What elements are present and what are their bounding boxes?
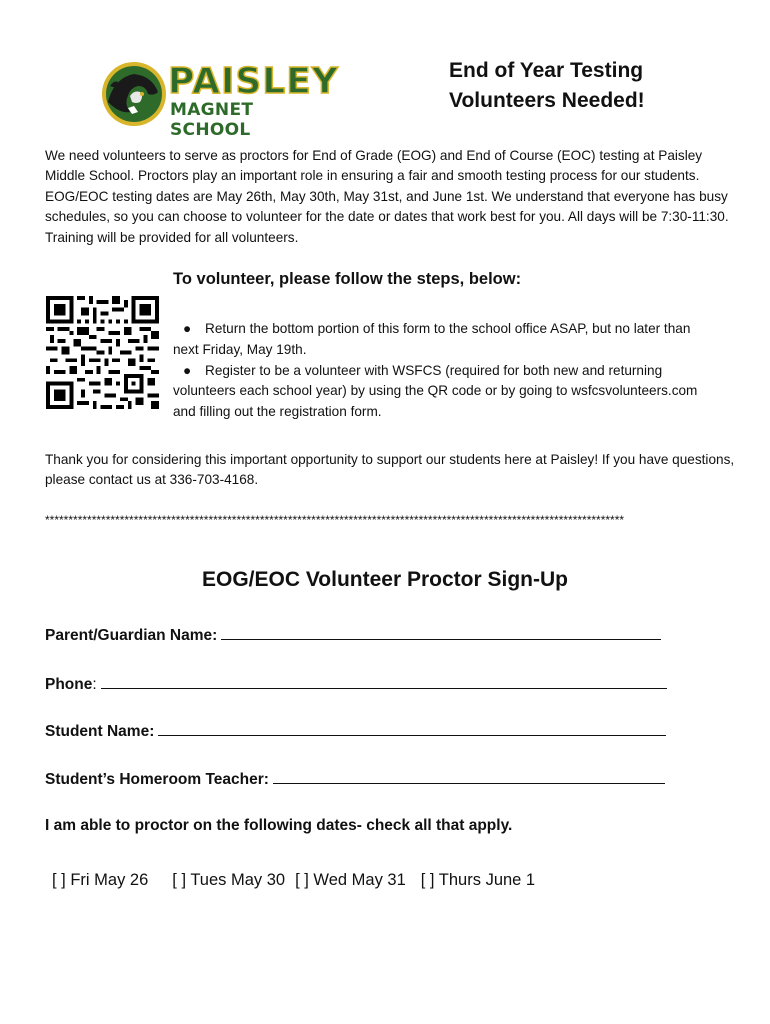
- parent-name-field[interactable]: [45, 626, 661, 645]
- logo-title: PAISLEY: [168, 61, 339, 102]
- step-text: Return the bottom portion of this form to the school office ASAP, but no later than next Friday, May 19th.: [173, 321, 691, 357]
- teacher-line[interactable]: [273, 770, 665, 784]
- panther-mascot-icon: [100, 56, 166, 132]
- phone-label: Phone: [45, 676, 93, 693]
- list-item: [173, 361, 713, 423]
- page-title-line-2: Volunteers Needed!: [449, 89, 645, 112]
- intro-paragraph: We need volunteers to serve as proctors for End of Grade (EOG) and End of Course (EOC) testing at Paisley Middle School. Proctors play an important role in ensuring a fair and smooth testing process for our students. EOG/EOC testing dates are May 26th, May 30th, May 31st, and June 1st. We understand that everyone has busy schedules, so you can choose to volunteer for the date or dates that work best for you. All days will be 7:30-11:30. Training will be provided for all volunteers.: [45, 148, 729, 245]
- parent-name-line[interactable]: [221, 626, 661, 640]
- student-name-field[interactable]: [45, 722, 666, 741]
- step-text: Register to be a volunteer with WSFCS (required for both new and returning volunteers each school year) by using the QR code or by going to wsfcsvolunteers.com and filling out the registration form.: [173, 362, 698, 420]
- steps-list: [173, 319, 713, 423]
- qr-code-icon: [46, 296, 159, 409]
- phone-colon: :: [92, 676, 97, 693]
- teacher-field[interactable]: [45, 770, 665, 789]
- option-wed-may-31[interactable]: [ ] Wed May 31: [295, 871, 406, 889]
- list-item: [173, 319, 713, 361]
- option-tues-may-30[interactable]: [ ] Tues May 30: [172, 871, 286, 889]
- page-title: [449, 56, 645, 116]
- bullet-icon: ●: [183, 321, 192, 336]
- star-divider: ****************************************************************************************************************************: [45, 513, 625, 527]
- option-fri-may-26[interactable]: [ ] Fri May 26: [52, 871, 149, 889]
- phone-line[interactable]: [101, 675, 667, 689]
- bullet-icon: ●: [183, 362, 192, 378]
- teacher-label: Student’s Homeroom Teacher:: [45, 771, 269, 788]
- dates-heading: I am able to proctor on the following dates- check all that apply.: [45, 817, 513, 834]
- thanks-paragraph: Thank you for considering this important opportunity to support our students here at Paisley! If you have questions, please contact us at 336-703-4168.: [45, 452, 735, 488]
- steps-heading: To volunteer, please follow the steps, below:: [173, 270, 522, 288]
- logo-subtitle: MAGNET SCHOOL: [170, 100, 254, 140]
- form-title: EOG/EOC Volunteer Proctor Sign-Up: [202, 568, 568, 591]
- phone-field[interactable]: [45, 675, 667, 694]
- student-name-label: Student Name:: [45, 723, 155, 740]
- page-title-line-1: End of Year Testing: [449, 59, 644, 82]
- date-options: [52, 871, 559, 890]
- school-logo: [100, 56, 339, 140]
- student-name-line[interactable]: [158, 722, 666, 736]
- parent-name-label: Parent/Guardian Name:: [45, 627, 218, 644]
- option-thurs-june-1[interactable]: [ ] Thurs June 1: [420, 871, 536, 889]
